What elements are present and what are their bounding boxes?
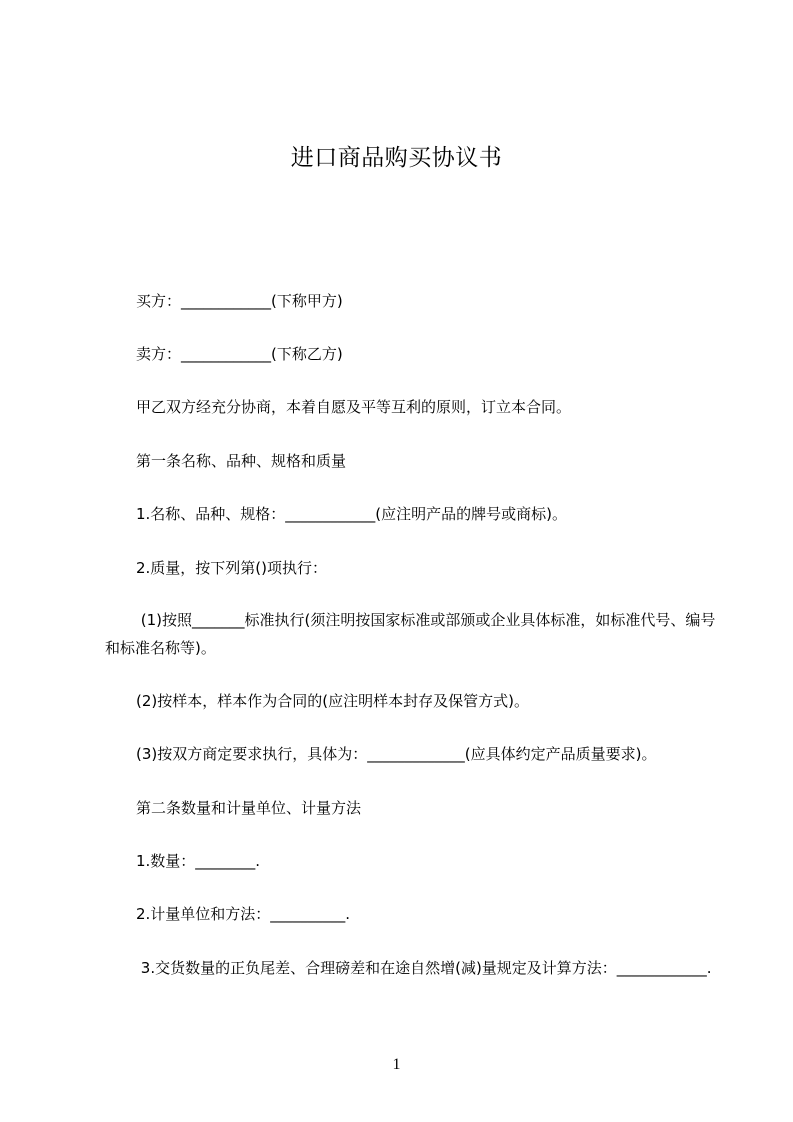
document-title: 进口商品购买协议书 bbox=[290, 145, 503, 171]
clause-1-2-item-1: (1)按照_______标准执行(须注明按国家标准或部颁或企业具体标准，如标准代号、编号和标准名称等)。 bbox=[105, 611, 716, 657]
clause-2-1: 1.数量：________. bbox=[136, 852, 261, 870]
preamble-paragraph: 甲乙双方经充分协商，本着自愿及平等互利的原则，订立本合同。 bbox=[136, 398, 572, 416]
clause-1-2-item-2: (2)按样本，样本作为合同的(应注明样本封存及保管方式)。 bbox=[136, 692, 529, 710]
article-2-heading: 第二条数量和计量单位、计量方法 bbox=[136, 799, 362, 817]
clause-1-1: 1.名称、品种、规格：____________(应注明产品的牌号或商标)。 bbox=[136, 505, 568, 523]
seller-line: 卖方：____________(下称乙方) bbox=[136, 345, 343, 363]
page-number: 1 bbox=[392, 1056, 401, 1073]
clause-1-2-item-3: (3)按双方商定要求执行，具体为：_____________(应具体约定产品质量要求)。 bbox=[136, 745, 657, 763]
article-1-heading: 第一条名称、品种、规格和质量 bbox=[136, 452, 347, 470]
clause-2-3: 3.交货数量的正负尾差、合理磅差和在途自然增(减)量规定及计算方法：____________. bbox=[136, 959, 712, 977]
clause-2-2: 2.计量单位和方法：__________. bbox=[136, 905, 351, 923]
clause-1-2: 2.质量，按下列第()项执行： bbox=[136, 559, 328, 577]
buyer-line: 买方：____________(下称甲方) bbox=[136, 292, 343, 310]
